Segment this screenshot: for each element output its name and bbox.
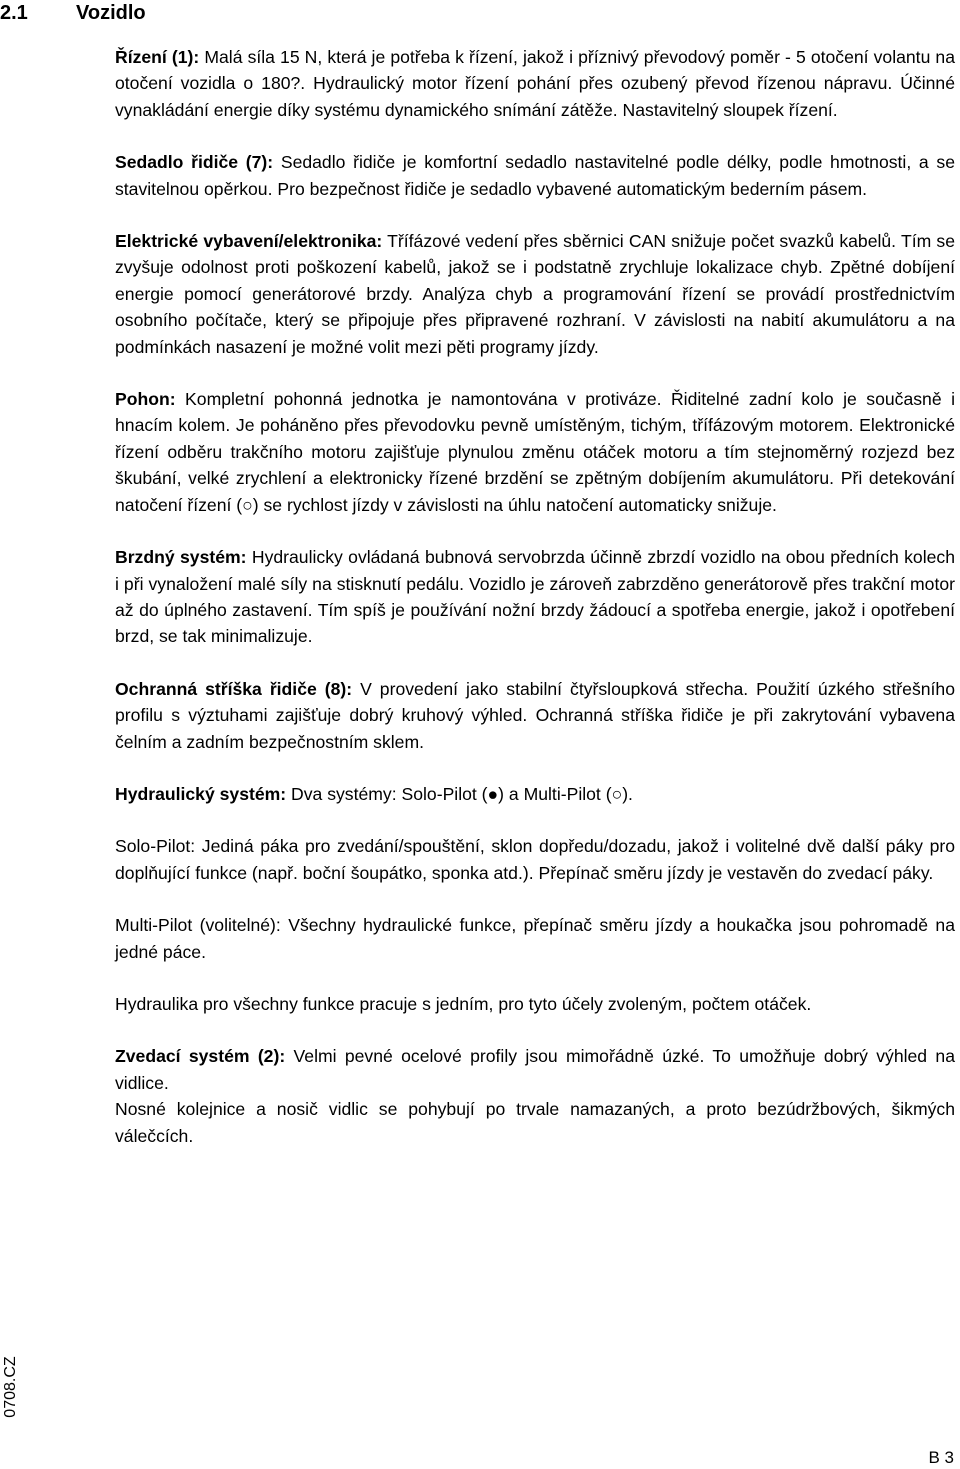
page-number: B 3 [928,1448,954,1467]
paragraph-electrics [115,228,955,360]
section-heading [0,0,146,26]
paragraph-seat [115,149,955,202]
paragraph-drive [115,386,955,518]
paragraph-multi-pilot: Multi-Pilot (volitelné): Všechny hydraulické funkce, přepínač směru jízdy a houkačka jsou pohromadě na jedné páce. [115,915,955,962]
canopy-text: V provedení jako stabilní čtyřsloupková střecha. Použití úzkého střešního profilu s výztuhami zajišťuje dobrý kruhový výhled. Ochranná stříška řidiče je při zakrytování vybavena čelním a zadním bezpečnostním sklem. [115,678,955,752]
paragraph-brakes [115,544,955,650]
steering-text: Malá síla 15 N, která je potřeba k řízení, jakož i příznivý převodový poměr - 5 otočení volantu na otočení vozidla o 180?. Hydraulický motor řízení pohání přes ozubený převod řízenou nápravu. Účinné vynakládání energie díky systému dynamického snímání zátěže. Nastavitelný sloupek řízení. [115,47,956,120]
canopy-label: Ochranná stříška řidiče (8): [115,678,353,699]
drive-text: Kompletní pohonná jednotka je namontována v protiváze. Řiditelné zadní kolo je současně i hnacím kolem. Je poháněno přes převodovku pevně umístěným, tichým, třífázovým motorem. Elektronické řízení odběru trakčního motoru zajišťuje plynulou změnu otáček motoru a tím stejnoměrný rozjezd bez škubání, velké zrychlení a elektronicky řízené brzdění se zpětným dobíjením akumulátoru. Při detekování natočení řízení (○) se rychlost jízdy v závislosti na úhlu natočení automaticky snižuje. [115,389,955,515]
brakes-label: Brzdný systém: [115,547,247,568]
lift-label: Zvedací systém (2): [115,1046,286,1067]
lift-text: Velmi pevné ocelové profily jsou mimořádně úzké. To umožňuje dobrý výhled na vidlice. [115,1046,955,1093]
seat-text: Sedadlo řidiče je komfortní sedadlo nastavitelné podle délky, podle hmotnosti, a se stavitelnou opěrkou. Pro bezpečnost řidiče je sedadlo vybavené automatickým bederním pásem. [115,152,955,199]
paragraph-rails: Nosné kolejnice a nosič vidlic se pohybují po trvale namazaných, a proto bezúdržbových, šikmých válečcích. [115,1099,955,1146]
section-number: 2.1 [0,2,28,24]
paragraph-hydraulics [115,781,955,807]
section-title: Vozidlo [76,2,146,24]
seat-label: Sedadlo řidiče (7): [115,152,274,173]
paragraph-lift [115,1043,955,1096]
paragraph-solo-pilot: Solo-Pilot: Jediná páka pro zvedání/spouštění, sklon dopředu/dozadu, jakož i volitelné dvě další páky pro doplňující funkce (např. boční šoupátko, sponka atd.). Přepínač směru jízdy je vestavěn do zvedací páky. [115,836,955,883]
document-body [115,44,955,1149]
document-code [0,1350,22,1425]
document-code-text: 0708.CZ [2,1356,19,1418]
brakes-text: Hydraulicky ovládaná bubnová servobrzda účinně zbrzdí vozidlo na obou předních kolech i při vynaložení malé síly na stisknutí pedálu. Vozidlo je zároveň zabrzděno generátorově přes trakční motor až do úplného zastavení. Tím spíš je používání nožní brzdy žádoucí a spotřeba energie, jakož i opotřebení brzd, se tak minimalizuje. [115,547,955,647]
drive-label: Pohon: [115,389,176,410]
steering-label: Řízení (1): [115,47,200,67]
hydraulics-text: Dva systémy: Solo-Pilot (●) a Multi-Pilot (○). [286,783,633,804]
electrics-label: Elektrické vybavení/elektronika: [115,231,383,252]
paragraph-steering [115,44,955,123]
hydraulics-label: Hydraulický systém: [115,783,287,804]
paragraph-hydraulic-speed: Hydraulika pro všechny funkce pracuje s jedním, pro tyto účely zvoleným, počtem otáček. [115,993,812,1014]
paragraph-canopy [115,676,955,755]
electrics-text: Třífázové vedení přes sběrnici CAN snižuje počet svazků kabelů. Tím se zvyšuje odolnost proti poškození kabelů, jakož se i podstatně zrychluje lokalizace chyb. Zpětné dobíjení energie pomocí generátorové brzdy. Analýza chyb a programování řízení se provádí prostřednictvím osobního počítače, který se připojuje přes připravené rozhraní. V závislosti na nabití akumulátoru a na podmínkách nasazení je možné volit mezi pěti programy jízdy. [115,231,955,357]
